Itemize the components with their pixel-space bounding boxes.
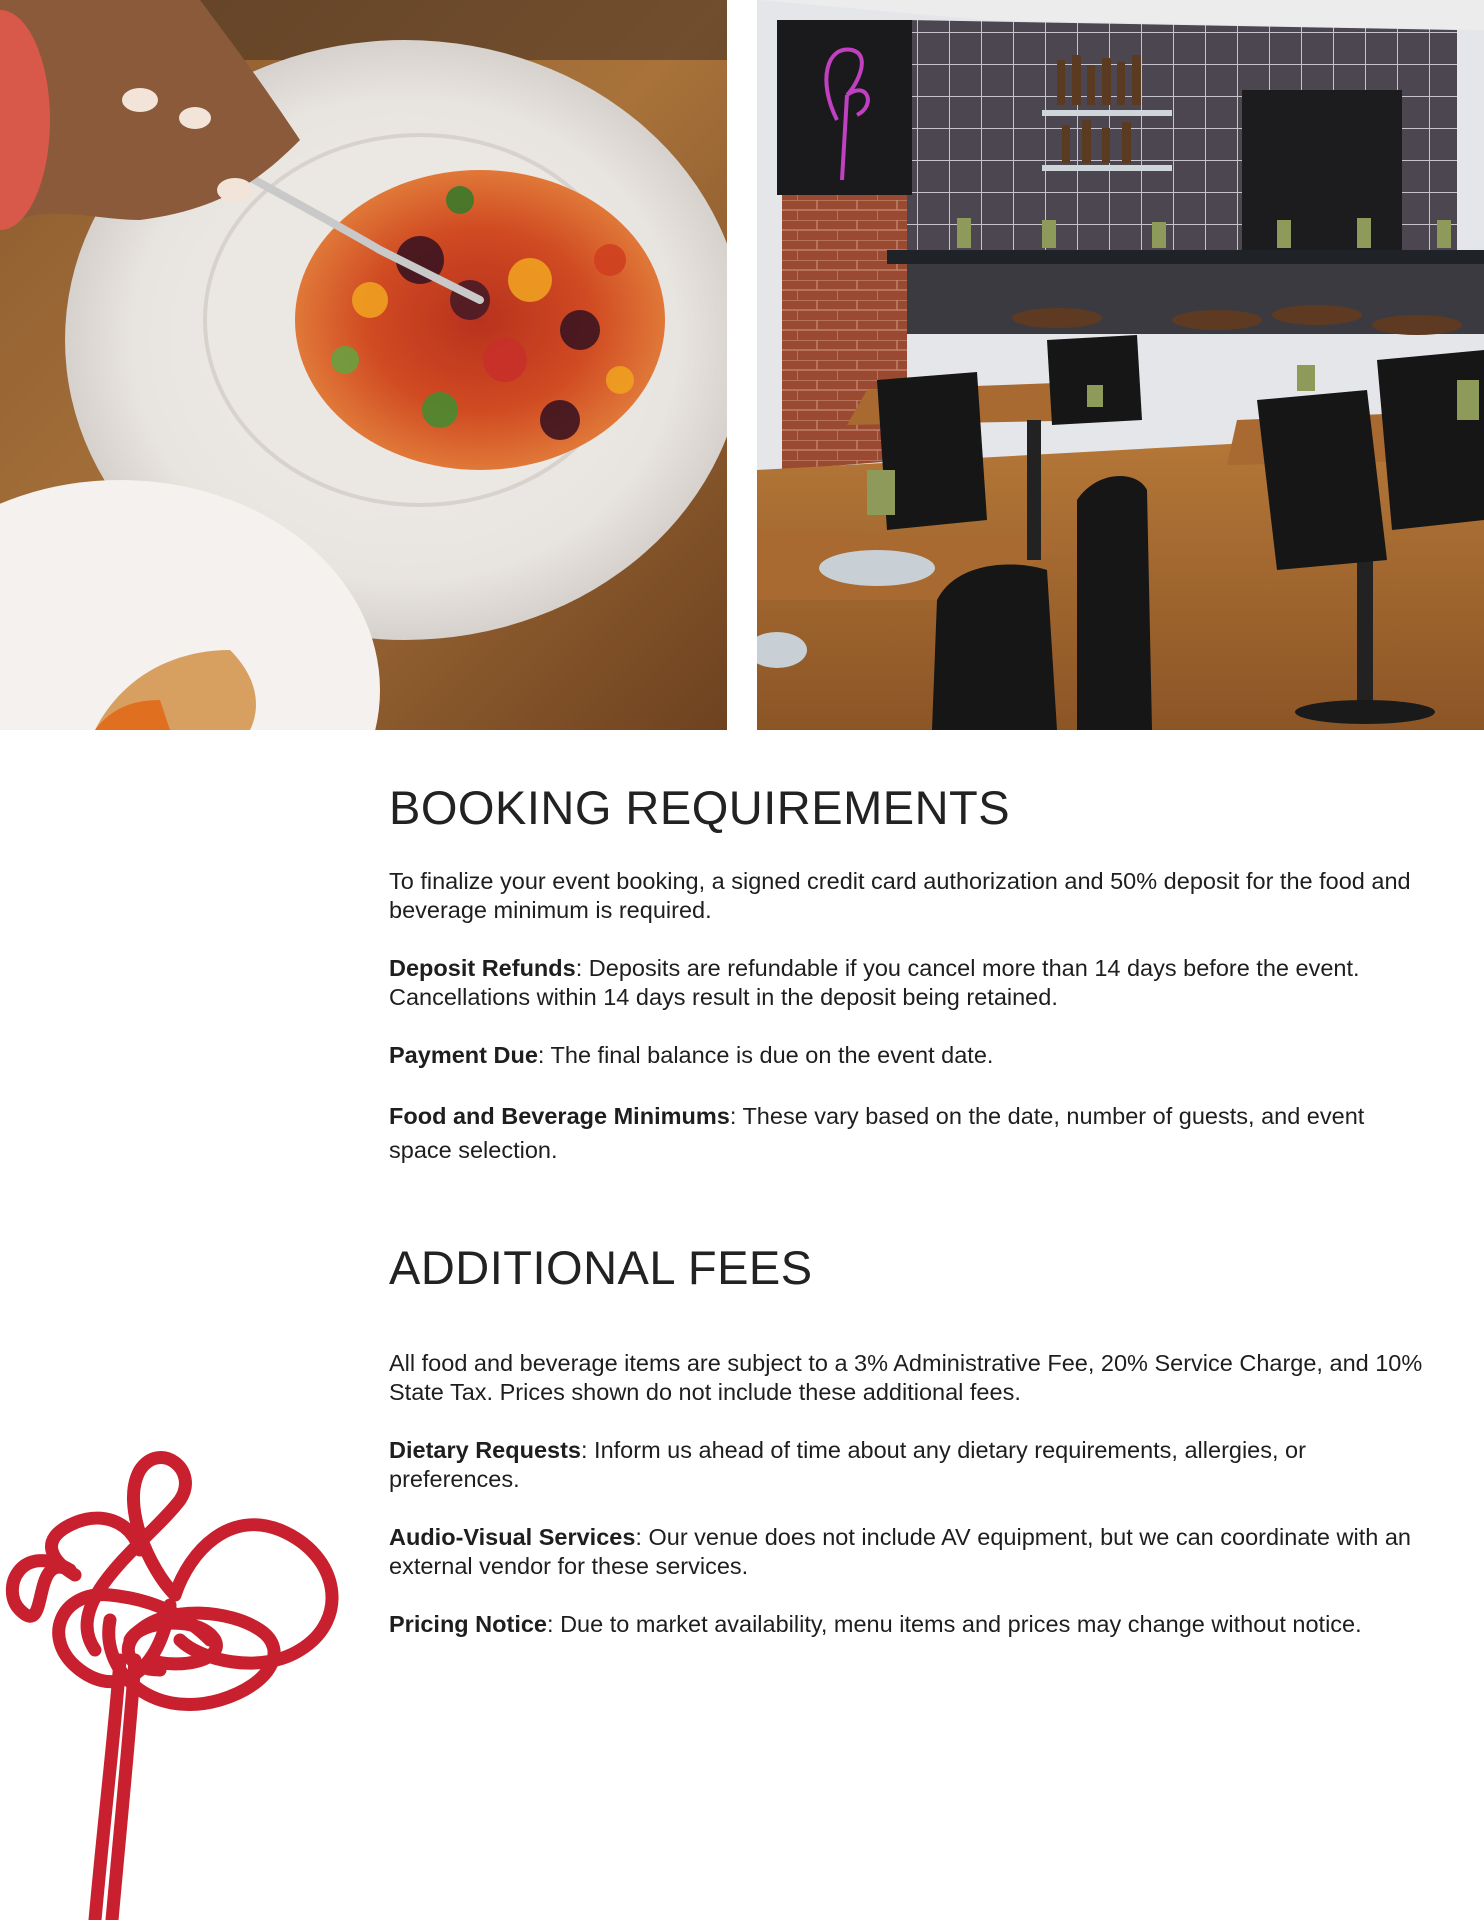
additional-fees-title: ADDITIONAL FEES	[389, 1241, 813, 1294]
deposit-refunds-label: Deposit Refunds	[389, 955, 576, 981]
red-flower-logo-icon	[0, 1430, 360, 1920]
food-beverage-minimums-item	[389, 1099, 1429, 1167]
pricing-notice-label: Pricing Notice	[389, 1611, 548, 1637]
pricing-notice-item	[389, 1610, 1429, 1639]
dietary-requests-item	[389, 1436, 1429, 1494]
restaurant-interior-photo	[757, 0, 1484, 730]
audio-visual-services-text: : Our venue does not include AV equipment, but we can coordinate with an external vendor for these services.	[389, 1524, 1411, 1579]
payment-due-text: : The final balance is due on the event date.	[537, 1042, 994, 1068]
food-beverage-minimums-label: Food and Beverage Minimums	[389, 1103, 730, 1129]
pricing-notice-text: : Due to market availability, menu items and prices may change without notice.	[547, 1611, 1362, 1637]
dietary-requests-label: Dietary Requests	[389, 1437, 581, 1463]
salad-plate-photo	[0, 0, 727, 730]
booking-requirements-title: BOOKING REQUIREMENTS	[389, 781, 1011, 834]
food-beverage-minimums-text: : These vary based on the date, number of guests, and event space selection.	[389, 1103, 1365, 1163]
payment-due-item	[389, 1041, 1429, 1070]
deposit-refunds-item	[389, 954, 1429, 1012]
additional-fees-section	[389, 1241, 1429, 1639]
audio-visual-services-label: Audio-Visual Services	[389, 1524, 636, 1550]
dietary-requests-text: : Inform us ahead of time about any dietary requirements, allergies, or preferences.	[389, 1437, 1306, 1492]
deposit-refunds-text: : Deposits are refundable if you cancel more than 14 days before the event. Cancellations within 14 days result in the deposit being retained.	[389, 955, 1360, 1010]
audio-visual-services-item	[389, 1523, 1429, 1581]
fees-intro-text: All food and beverage items are subject to a 3% Administrative Fee, 20% Service Charge, and 10% State Tax. Prices shown do not include these additional fees.	[389, 1350, 1423, 1405]
booking-requirements-section	[389, 781, 1429, 1167]
booking-intro-text: To finalize your event booking, a signed credit card authorization and 50% deposit for the food and beverage minimum is required.	[389, 868, 1411, 923]
payment-due-label: Payment Due	[389, 1042, 538, 1068]
